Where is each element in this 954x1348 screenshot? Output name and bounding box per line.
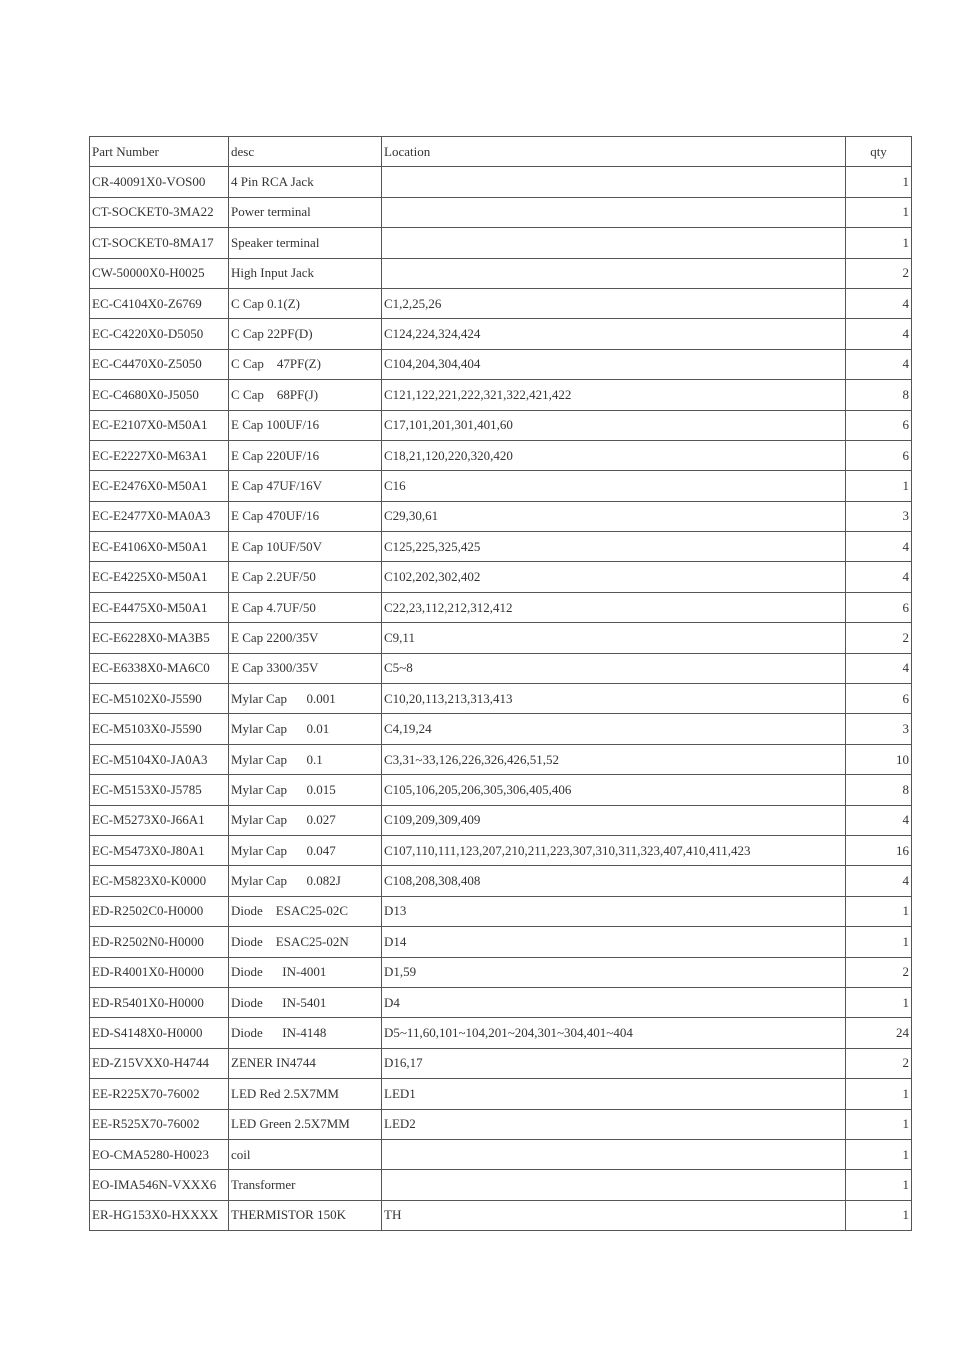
table-row	[90, 258, 912, 288]
cell-qty: 1	[846, 1109, 912, 1139]
table-row	[90, 501, 912, 531]
cell-location: D13	[382, 896, 846, 926]
table-row	[90, 349, 912, 379]
table-row	[90, 744, 912, 774]
cell-desc: Mylar Cap 0.082J	[229, 866, 382, 896]
cell-desc: Diode IN-4001	[229, 957, 382, 987]
table-row	[90, 805, 912, 835]
cell-qty: 1	[846, 167, 912, 197]
table-row	[90, 471, 912, 501]
cell-desc: High Input Jack	[229, 258, 382, 288]
cell-part-number: CT-SOCKET0-3MA22	[90, 197, 229, 227]
cell-part-number: EC-E2107X0-M50A1	[90, 410, 229, 440]
cell-location: C3,31~33,126,226,326,426,51,52	[382, 744, 846, 774]
cell-qty: 2	[846, 957, 912, 987]
cell-qty: 1	[846, 1139, 912, 1169]
cell-part-number: EC-M5823X0-K0000	[90, 866, 229, 896]
cell-qty: 6	[846, 410, 912, 440]
cell-part-number: ER-HG153X0-HXXXX	[90, 1200, 229, 1230]
cell-location: C108,208,308,408	[382, 866, 846, 896]
header-desc: desc	[229, 137, 382, 167]
table-row	[90, 228, 912, 258]
table-row	[90, 775, 912, 805]
cell-part-number: EC-M5273X0-J66A1	[90, 805, 229, 835]
cell-qty: 1	[846, 1079, 912, 1109]
cell-desc: C Cap 47PF(Z)	[229, 349, 382, 379]
cell-desc: LED Green 2.5X7MM	[229, 1109, 382, 1139]
cell-qty: 1	[846, 471, 912, 501]
cell-qty: 1	[846, 1170, 912, 1200]
cell-part-number: EO-IMA546N-VXXX6	[90, 1170, 229, 1200]
table-row	[90, 1200, 912, 1230]
cell-desc: E Cap 2.2UF/50	[229, 562, 382, 592]
cell-desc: E Cap 47UF/16V	[229, 471, 382, 501]
table-row	[90, 319, 912, 349]
cell-part-number: EC-M5473X0-J80A1	[90, 835, 229, 865]
cell-qty: 4	[846, 805, 912, 835]
cell-part-number: ED-S4148X0-H0000	[90, 1018, 229, 1048]
cell-part-number: ED-R2502C0-H0000	[90, 896, 229, 926]
cell-qty: 8	[846, 380, 912, 410]
table-row	[90, 380, 912, 410]
cell-location: C18,21,120,220,320,420	[382, 440, 846, 470]
cell-location: C4,19,24	[382, 714, 846, 744]
cell-qty: 4	[846, 866, 912, 896]
table-header-row	[90, 137, 912, 167]
cell-part-number: EC-C4470X0-Z5050	[90, 349, 229, 379]
cell-desc: ZENER IN4744	[229, 1048, 382, 1078]
cell-desc: E Cap 4.7UF/50	[229, 592, 382, 622]
table-row	[90, 927, 912, 957]
cell-location: D16,17	[382, 1048, 846, 1078]
table-row	[90, 1048, 912, 1078]
cell-location: C22,23,112,212,312,412	[382, 592, 846, 622]
cell-desc: THERMISTOR 150K	[229, 1200, 382, 1230]
table-row	[90, 684, 912, 714]
table-row	[90, 1109, 912, 1139]
cell-location: D1,59	[382, 957, 846, 987]
cell-desc: LED Red 2.5X7MM	[229, 1079, 382, 1109]
table-row	[90, 623, 912, 653]
cell-location: C104,204,304,404	[382, 349, 846, 379]
cell-location: C102,202,302,402	[382, 562, 846, 592]
table-body	[90, 167, 912, 1231]
cell-part-number: EC-E6228X0-MA3B5	[90, 623, 229, 653]
cell-qty: 1	[846, 1200, 912, 1230]
cell-qty: 3	[846, 501, 912, 531]
table-row	[90, 957, 912, 987]
cell-location: C5~8	[382, 653, 846, 683]
cell-qty: 4	[846, 349, 912, 379]
cell-desc: C Cap 0.1(Z)	[229, 288, 382, 318]
cell-location: C107,110,111,123,207,210,211,223,307,310,311,323,407,410,411,423	[382, 835, 846, 865]
table-row	[90, 1170, 912, 1200]
cell-qty: 3	[846, 714, 912, 744]
cell-location: C105,106,205,206,305,306,405,406	[382, 775, 846, 805]
cell-location: D5~11,60,101~104,201~204,301~304,401~404	[382, 1018, 846, 1048]
cell-qty: 6	[846, 684, 912, 714]
cell-location: C125,225,325,425	[382, 532, 846, 562]
cell-desc: Speaker terminal	[229, 228, 382, 258]
cell-location: C10,20,113,213,313,413	[382, 684, 846, 714]
table-row	[90, 167, 912, 197]
cell-desc: Mylar Cap 0.1	[229, 744, 382, 774]
cell-qty: 24	[846, 1018, 912, 1048]
cell-qty: 1	[846, 228, 912, 258]
table-row	[90, 896, 912, 926]
cell-location: C29,30,61	[382, 501, 846, 531]
table-row	[90, 197, 912, 227]
cell-part-number: EC-E6338X0-MA6C0	[90, 653, 229, 683]
cell-part-number: ED-R2502N0-H0000	[90, 927, 229, 957]
cell-qty: 2	[846, 1048, 912, 1078]
cell-qty: 1	[846, 896, 912, 926]
bom-table	[89, 136, 912, 1231]
cell-desc: Diode ESAC25-02N	[229, 927, 382, 957]
cell-location: C121,122,221,222,321,322,421,422	[382, 380, 846, 410]
cell-location: C17,101,201,301,401,60	[382, 410, 846, 440]
cell-location: D4	[382, 987, 846, 1017]
cell-desc: E Cap 10UF/50V	[229, 532, 382, 562]
cell-qty: 4	[846, 288, 912, 318]
cell-part-number: EC-E2227X0-M63A1	[90, 440, 229, 470]
cell-part-number: CR-40091X0-VOS00	[90, 167, 229, 197]
cell-part-number: EE-R225X70-76002	[90, 1079, 229, 1109]
cell-desc: 4 Pin RCA Jack	[229, 167, 382, 197]
cell-desc: Mylar Cap 0.015	[229, 775, 382, 805]
cell-part-number: EC-C4680X0-J5050	[90, 380, 229, 410]
cell-qty: 10	[846, 744, 912, 774]
cell-part-number: EC-C4104X0-Z6769	[90, 288, 229, 318]
cell-location	[382, 258, 846, 288]
table-row	[90, 532, 912, 562]
table-row	[90, 1018, 912, 1048]
cell-desc: E Cap 2200/35V	[229, 623, 382, 653]
table-row	[90, 410, 912, 440]
table-row	[90, 562, 912, 592]
cell-part-number: EC-E2476X0-M50A1	[90, 471, 229, 501]
table-row	[90, 653, 912, 683]
table-row	[90, 1139, 912, 1169]
cell-qty: 1	[846, 927, 912, 957]
table-row	[90, 592, 912, 622]
cell-qty: 4	[846, 653, 912, 683]
table-row	[90, 440, 912, 470]
cell-location: D14	[382, 927, 846, 957]
cell-desc: E Cap 3300/35V	[229, 653, 382, 683]
cell-desc: C Cap 68PF(J)	[229, 380, 382, 410]
cell-part-number: ED-R4001X0-H0000	[90, 957, 229, 987]
cell-desc: Diode IN-5401	[229, 987, 382, 1017]
cell-desc: Diode ESAC25-02C	[229, 896, 382, 926]
cell-part-number: ED-R5401X0-H0000	[90, 987, 229, 1017]
cell-desc: E Cap 100UF/16	[229, 410, 382, 440]
cell-qty: 4	[846, 532, 912, 562]
cell-desc: Mylar Cap 0.027	[229, 805, 382, 835]
cell-part-number: EC-M5103X0-J5590	[90, 714, 229, 744]
cell-location: TH	[382, 1200, 846, 1230]
cell-desc: coil	[229, 1139, 382, 1169]
cell-part-number: EC-M5102X0-J5590	[90, 684, 229, 714]
cell-desc: Power terminal	[229, 197, 382, 227]
cell-location	[382, 197, 846, 227]
header-part-number: Part Number	[90, 137, 229, 167]
cell-part-number: CW-50000X0-H0025	[90, 258, 229, 288]
cell-qty: 16	[846, 835, 912, 865]
cell-qty: 4	[846, 319, 912, 349]
table-row	[90, 1079, 912, 1109]
cell-qty: 6	[846, 592, 912, 622]
cell-location: C1,2,25,26	[382, 288, 846, 318]
cell-qty: 2	[846, 258, 912, 288]
cell-part-number: EC-E2477X0-MA0A3	[90, 501, 229, 531]
table-row	[90, 866, 912, 896]
header-location: Location	[382, 137, 846, 167]
cell-desc: Mylar Cap 0.01	[229, 714, 382, 744]
cell-qty: 4	[846, 562, 912, 592]
cell-location: C9,11	[382, 623, 846, 653]
cell-desc: E Cap 470UF/16	[229, 501, 382, 531]
table-row	[90, 288, 912, 318]
table-row	[90, 714, 912, 744]
cell-qty: 6	[846, 440, 912, 470]
cell-part-number: EC-M5153X0-J5785	[90, 775, 229, 805]
cell-location: C16	[382, 471, 846, 501]
cell-part-number: EC-C4220X0-D5050	[90, 319, 229, 349]
table-row	[90, 987, 912, 1017]
cell-location: LED2	[382, 1109, 846, 1139]
cell-qty: 1	[846, 987, 912, 1017]
cell-part-number: EE-R525X70-76002	[90, 1109, 229, 1139]
cell-location	[382, 1139, 846, 1169]
cell-desc: C Cap 22PF(D)	[229, 319, 382, 349]
cell-part-number: EO-CMA5280-H0023	[90, 1139, 229, 1169]
cell-qty: 1	[846, 197, 912, 227]
cell-part-number: EC-E4475X0-M50A1	[90, 592, 229, 622]
cell-desc: E Cap 220UF/16	[229, 440, 382, 470]
table-row	[90, 835, 912, 865]
cell-desc: Mylar Cap 0.001	[229, 684, 382, 714]
cell-part-number: EC-E4106X0-M50A1	[90, 532, 229, 562]
cell-part-number: EC-E4225X0-M50A1	[90, 562, 229, 592]
cell-location	[382, 167, 846, 197]
cell-desc: Diode IN-4148	[229, 1018, 382, 1048]
cell-qty: 2	[846, 623, 912, 653]
header-qty: qty	[846, 137, 912, 167]
cell-qty: 8	[846, 775, 912, 805]
cell-desc: Transformer	[229, 1170, 382, 1200]
cell-location: C109,209,309,409	[382, 805, 846, 835]
cell-location: C124,224,324,424	[382, 319, 846, 349]
cell-part-number: EC-M5104X0-JA0A3	[90, 744, 229, 774]
cell-part-number: ED-Z15VXX0-H4744	[90, 1048, 229, 1078]
cell-location	[382, 228, 846, 258]
cell-part-number: CT-SOCKET0-8MA17	[90, 228, 229, 258]
cell-location	[382, 1170, 846, 1200]
cell-desc: Mylar Cap 0.047	[229, 835, 382, 865]
cell-location: LED1	[382, 1079, 846, 1109]
